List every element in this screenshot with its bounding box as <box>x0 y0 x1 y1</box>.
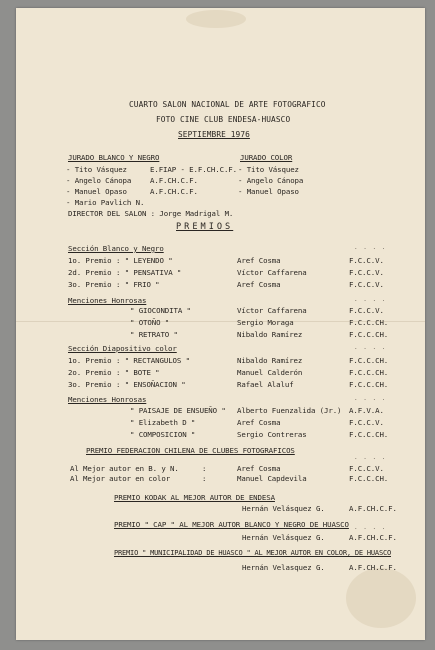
jury-bn-member: - Mario Pavlich N. <box>66 198 145 207</box>
jury-color-member: - Angelo Cánopa <box>238 176 304 185</box>
jury-bn-distinction: A.F.CH.C.F. <box>150 187 198 196</box>
prize-title: : " LEYENDO " <box>116 256 173 265</box>
mention-title: " OTOÑO " <box>130 318 170 327</box>
municipal-prize-club: A.F.CH.C.F. <box>349 563 397 572</box>
paper-stain <box>186 10 246 28</box>
mention-author: Sergio Moraga <box>237 318 294 327</box>
federation-row-colon: : <box>202 474 207 483</box>
jury-bn-member: - Tito Vásquez <box>66 165 127 174</box>
mention-author: Alberto Fuenzalida (Jr.) <box>237 406 342 415</box>
mention-title: " GIOCONDITA " <box>130 306 191 315</box>
prize-author: Aref Cosma <box>237 280 281 289</box>
leader-dots: . . . . <box>354 524 387 531</box>
prize-place: 2o. Premio <box>68 368 112 377</box>
prize-place: 3o. Premio <box>68 380 112 389</box>
prize-place: 1o. Premio <box>68 356 112 365</box>
header-club: FOTO CINE CLUB ENDESA-HUASCO <box>156 115 291 124</box>
paper-stain <box>346 568 416 628</box>
mention-author: Aref Cosma <box>237 418 281 427</box>
mention-author: Víctor Caffarena <box>237 306 307 315</box>
prize-club: F.C.C.CH. <box>349 380 389 389</box>
jury-bn-member: - Angelo Cánopa <box>66 176 132 185</box>
prize-title: : " ENSOÑACION " <box>116 380 186 389</box>
federation-row-club: F.C.C.V. <box>349 464 384 473</box>
prize-title: : " FRIO " <box>116 280 160 289</box>
prize-author: Nibaldo Ramírez <box>237 356 303 365</box>
prize-author: Aref Cosma <box>237 256 281 265</box>
federation-row-author: Aref Cosma <box>237 464 281 473</box>
mention-club: F.C.C.CH. <box>349 430 389 439</box>
section-diapo-title: Sección Diapositivo color <box>68 344 177 353</box>
jury-bn-distinction: E.FIAP - E.F.CH.C.F. <box>150 165 237 174</box>
federation-row-colon: : <box>202 464 207 473</box>
municipal-prize-author: Hernán Velasquez G. <box>242 563 325 572</box>
mention-club: F.C.C.V. <box>349 306 384 315</box>
leader-dots: . . . . <box>354 244 387 251</box>
mention-title: " Elizabeth D " <box>130 418 196 427</box>
mention-club: F.C.C.CH. <box>349 318 389 327</box>
menciones-diapo-title: Menciones Honrosas <box>68 395 147 404</box>
document-sheet <box>16 8 425 640</box>
jury-color-title: JURADO COLOR <box>240 153 293 162</box>
jury-color-member: - Tito Vásquez <box>238 165 299 174</box>
jury-bn-distinction: A.F.CH.C.F. <box>150 176 198 185</box>
prize-author: Rafael Alaluf <box>237 380 294 389</box>
leader-dots: . . . . <box>354 454 387 461</box>
salon-director: DIRECTOR DEL SALON : Jorge Madrigal M. <box>68 209 234 218</box>
jury-bn-title: JURADO BLANCO Y NEGRO <box>68 153 160 162</box>
prize-title: : " RECTANGULOS " <box>116 356 190 365</box>
kodak-prize-title: PREMIO KODAK AL MEJOR AUTOR DE ENDESA <box>114 493 275 502</box>
kodak-prize-club: A.F.CH.C.F. <box>349 504 397 513</box>
prize-place: 1o. Premio <box>68 256 112 265</box>
prize-author: Víctor Caffarena <box>237 268 307 277</box>
federation-row-club: F.C.C.CH. <box>349 474 389 483</box>
cap-prize-author: Hernán Velásquez G. <box>242 533 325 542</box>
mention-club: F.C.C.CH. <box>349 330 389 339</box>
federation-row-author: Manuel Capdevila <box>237 474 307 483</box>
jury-color-member: - Manuel Opaso <box>238 187 299 196</box>
cap-prize-club: A.F.CH.C.F. <box>349 533 397 542</box>
prize-club: F.C.C.CH. <box>349 356 389 365</box>
municipal-prize-title: PREMIO " MUNICIPALIDAD DE HUASCO " AL MEJOR AUTOR EN COLOR, DE HUASCO <box>114 549 391 557</box>
menciones-bn-title: Menciones Honrosas <box>68 296 147 305</box>
federation-row-label: Al Mejor autor en B. y N. <box>70 464 179 473</box>
mention-title: " COMPOSICION " <box>130 430 196 439</box>
prize-club: F.C.C.V. <box>349 256 384 265</box>
header-title: CUARTO SALON NACIONAL DE ARTE FOTOGRAFICO <box>129 100 326 109</box>
prize-title: : " PENSATIVA " <box>116 268 182 277</box>
mention-author: Sergio Contreras <box>237 430 307 439</box>
prize-title: : " BOTE " <box>116 368 160 377</box>
prize-club: F.C.C.CH. <box>349 368 389 377</box>
prize-author: Manuel Calderón <box>237 368 303 377</box>
prize-place: 2d. Premio <box>68 268 112 277</box>
federation-prize-title: PREMIO FEDERACION CHILENA DE CLUBES FOTOGRAFICOS <box>86 446 295 455</box>
section-bn-title: Sección Blanco y Negro <box>68 244 164 253</box>
cap-prize-title: PREMIO " CAP " AL MEJOR AUTOR BLANCO Y NEGRO DE HUASCO <box>114 520 349 529</box>
federation-row-label: Al Mejor autor en color <box>70 474 171 483</box>
kodak-prize-author: Hernán Velásquez G. <box>242 504 325 513</box>
mention-club: A.F.V.A. <box>349 406 384 415</box>
mention-club: F.C.C.V. <box>349 418 384 427</box>
header-date: SEPTIEMBRE 1976 <box>178 130 250 139</box>
leader-dots: . . . . <box>354 344 387 351</box>
prize-club: F.C.C.V. <box>349 268 384 277</box>
prize-place: 3o. Premio <box>68 280 112 289</box>
leader-dots: . . . . <box>354 395 387 402</box>
mention-title: " PAISAJE DE ENSUEÑO " <box>130 406 226 415</box>
prize-club: F.C.C.V. <box>349 280 384 289</box>
mention-author: Nibaldo Ramírez <box>237 330 303 339</box>
jury-bn-member: - Manuel Opaso <box>66 187 127 196</box>
mention-title: " RETRATO " <box>130 330 178 339</box>
leader-dots: . . . . <box>354 296 387 303</box>
premios-title: PREMIOS <box>176 222 234 232</box>
